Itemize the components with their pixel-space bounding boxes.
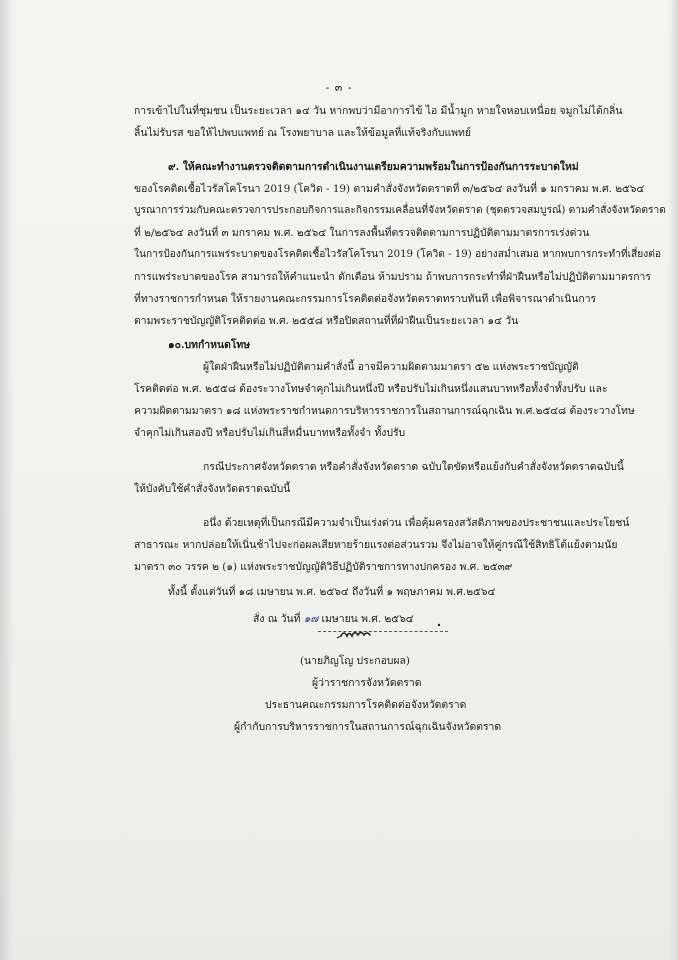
- body-text-line: ที่ทางราชการกำหนด ให้รายงานคณะกรรมการโรคติดต่อจังหวัดตราดทราบทันที เพื่อพิจารณาดำเนินการ: [134, 293, 597, 305]
- body-text-line: โรคติดต่อ พ.ศ. ๒๕๕๘ ต้องระวางโทษจำคุกไม่เกินหนึ่งปี หรือปรับไม่เกินหนึ่งแสนบาทหรือทั้งจำทั้งปรับ และ: [134, 383, 608, 395]
- section-9-heading: ๙. ให้คณะทำงานตรวจติดตามการดำเนินงานเตรียมความพร้อมในการป้องกันการระบาดใหม่: [168, 161, 579, 173]
- body-text-line: ให้บังคับใช้คำสั่งจังหวัดตราดฉบับนี้: [134, 483, 291, 495]
- body-text-line: กรณีประกาศจังหวัดตราด หรือคำสั่งจังหวัดตราด ฉบับใดขัดหรือแย้งกับคำสั่งจังหวัดตราดฉบับนี้: [203, 461, 624, 473]
- body-text-line: การเข้าไปในที่ชุมชน เป็นระยะเวลา ๑๔ วัน หากพบว่ามีอาการไข้ ไอ มีน้ำมูก หายใจหอบเหนื่อย จมูกไม่ได้กลิ่น: [134, 105, 623, 117]
- body-text-line: จำคุกไม่เกินสองปี หรือปรับไม่เกินสี่หมื่นบาทหรือทั้งจำ ทั้งปรับ: [134, 427, 406, 439]
- body-text-line: การแพร่ระบาดของโรค สามารถให้คำแนะนำ ตักเตือน ห้ามปราม ถ้าพบการกระทำที่ฝ่าฝืนหรือไม่ปฏิบัติตามมาตรการ: [134, 271, 651, 283]
- section-10-heading: ๑๐.บทกำหนดโทษ: [168, 339, 251, 351]
- page-number: - ๓ -: [325, 81, 353, 94]
- body-text-line: อนึ่ง ด้วยเหตุที่เป็นกรณีมีความจำเป็นเร่งด่วน เพื่อคุ้มครองสวัสดิภาพของประชาชนและประโยชน์: [203, 517, 630, 529]
- order-date-day-handwritten: ๑๗: [303, 613, 319, 625]
- signatory-title: ผู้ว่าราชการจังหวัดตราด: [312, 677, 422, 689]
- effective-period-line: ทั้งนี้ ตั้งแต่วันที่ ๑๘ เมษายน พ.ศ. ๒๕๖๔ ถึงวันที่ ๑ พฤษภาคม พ.ศ.๒๕๖๔: [168, 586, 496, 598]
- body-text-line: ของโรคติดเชื้อไวรัสโคโรนา 2019 (โควิด - 19) ตามคำสั่งจังหวัดตราดที่ ๓/๒๕๖๔ ลงวันที่ ๑ มกราคม พ.ศ. ๒๕๖๔: [134, 183, 645, 195]
- body-text-line: บูรณาการร่วมกับคณะตรวจการประกอบกิจการและกิจกรรมเคลื่อนที่จังหวัดตราด (ชุดตรวจสมบูรณ์) ตามคำสั่งจังหวัดตราด: [134, 205, 666, 216]
- page-edge-shadow-right: [668, 0, 678, 960]
- body-text-line: ลิ้นไม่รับรส ขอให้ไปพบแพทย์ ณ โรงพยาบาล และให้ข้อมูลที่แท้จริงกับแพทย์: [134, 127, 471, 139]
- signatory-name: (นายภิญโญ ประกอบผล): [300, 655, 410, 667]
- signature-image: [335, 620, 455, 646]
- signatory-title: ประธานคณะกรรมการโรคติดต่อจังหวัดตราด: [265, 699, 467, 711]
- body-text-line: สาธารณะ หากปล่อยให้เนิ่นช้าไปจะก่อผลเสียหายร้ายแรงต่อส่วนรวม จึงไม่อาจให้คู่กรณีใช้สิทธิโต้แย้งตามนัย: [134, 539, 618, 551]
- body-text-line: มาตรา ๓๐ วรรค ๒ (๑) แห่งพระราชบัญญัติวิธีปฏิบัติราชการทางปกครอง พ.ศ. ๒๕๓๙: [134, 561, 513, 573]
- body-text-line: ที่ ๒/๒๕๖๔ ลงวันที่ ๓ มกราคม พ.ศ. ๒๕๖๔ ในการลงพื้นที่ตรวจติดตามการปฏิบัติตามมาตรการเร่งด่วน: [134, 227, 590, 239]
- order-date-prefix: สั่ง ณ วันที่: [253, 613, 301, 625]
- page-edge-shadow-left: [0, 0, 14, 960]
- signatory-title: ผู้กำกับการบริหารราชการในสถานการณ์ฉุกเฉินจังหวัดตราด: [234, 721, 502, 733]
- body-text-line: ในการป้องกันการแพร่ระบาดของโรคติดเชื้อไวรัสโคโรนา 2019 (โควิด - 19) อย่างสม่ำเสมอ หากพบการกระทำที่เสี่ยงต่อ: [134, 249, 661, 260]
- order-date-month-year: เมษายน พ.ศ. ๒๕๖๔: [321, 613, 414, 625]
- body-text-line: ตามพระราชบัญญัติโรคติดต่อ พ.ศ. ๒๕๕๘ หรือปิดสถานที่ที่ฝ่าฝืนเป็นระยะเวลา ๑๔ วัน: [134, 315, 519, 327]
- body-text-line: ความผิดตามมาตรา ๑๘ แห่งพระราชกำหนดการบริหารราชการในสถานการณ์ฉุกเฉิน พ.ศ.๒๕๔๘ ต้องระวางโทษ: [134, 405, 635, 417]
- body-text-line: ผู้ใดฝ่าฝืนหรือไม่ปฏิบัติตามคำสั่งนี้ อาจมีความผิดตามมาตรา ๕๒ แห่งพระราชบัญญัติ: [203, 361, 579, 373]
- signature-dotted-line: [318, 631, 448, 632]
